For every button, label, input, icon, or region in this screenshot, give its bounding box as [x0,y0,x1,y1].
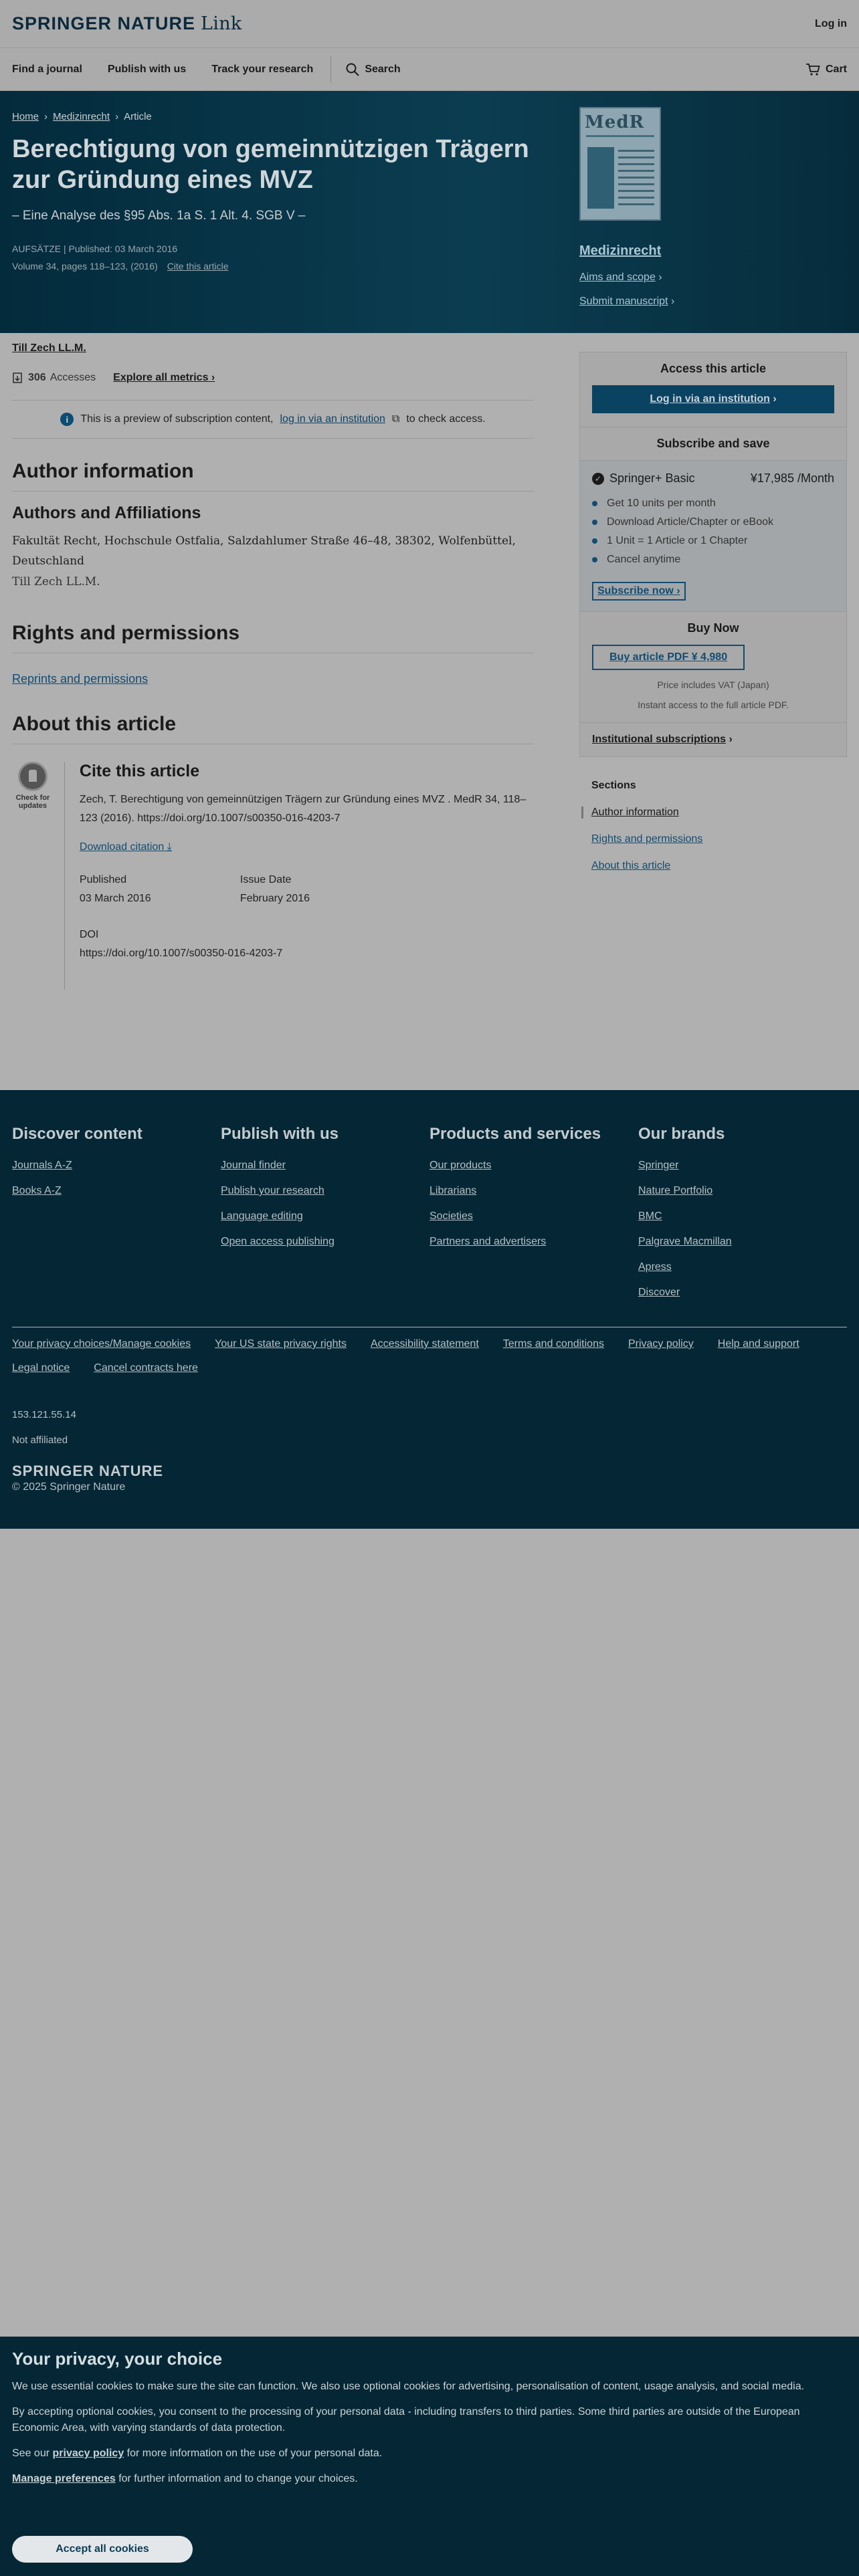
footer-link[interactable]: Journals A-Z [12,1160,72,1171]
footer-legal-link[interactable]: Privacy policy [628,1338,694,1350]
institution-login-link[interactable]: log in via an institution [280,413,385,425]
section-link-rights[interactable]: Rights and permissions [591,833,703,845]
footer-link[interactable]: Books A-Z [12,1185,62,1196]
vat-note: Price includes VAT (Japan) [657,679,769,690]
cookie-text-1: We use essential cookies to make sure the site can function. We also use optional cookies for advertising, personalisation of content, usage analysis, and social media. [12,2381,805,2392]
footer-col-publish: Publish with us Journal finder Publish your research Language editing Open access publishing [221,1125,430,1312]
buy-now-heading: Buy Now [580,611,846,645]
download-citation-link[interactable]: Download citation ⤓ [79,841,172,853]
nav-divider [330,56,331,83]
institution-login-button[interactable]: Log in via an institution › [592,385,834,413]
divider [12,438,534,439]
citation-text: Zech, T. Berechtigung von gemeinnützigen Trägern zur Gründung eines MVZ . MedR 34, 118–123 (2016). https://doi.org/10.1007/s00350-016-4203-7 [79,794,527,824]
chevron-right-icon: › [115,111,119,122]
download-metrics-icon [12,372,24,384]
section-link-author-info[interactable]: Author information [581,807,847,819]
preview-text-after: to check access. [406,413,486,425]
metrics-bar [12,372,534,384]
access-box [579,352,847,757]
breadcrumb-journal[interactable]: Medizinrecht [53,111,110,122]
plan-feature: 1 Unit = 1 Article or 1 Chapter [592,535,834,547]
footer-link[interactable]: Discover [638,1287,680,1298]
footer-link[interactable]: Journal finder [221,1160,286,1171]
affiliation-text: Fakultät Recht, Hochschule Ostfalia, Salzdahlumer Straße 46–48, 38302, Wolfenbüttel, Deutschland [12,534,516,568]
cite-body [64,762,534,990]
cite-heading: Cite this article [79,762,200,780]
buy-article-button[interactable]: Buy article PDF ¥ 4,980 [592,645,745,670]
footer-col-brands: Our brands Springer Nature Portfolio BMC Palgrave Macmillan Apress Discover [638,1125,847,1312]
top-header [0,0,859,48]
affiliation-author: Till Zech LL.M. [12,575,100,588]
search-icon [346,63,359,76]
doi-value: https://doi.org/10.1007/s00350-016-4203-7 [79,948,283,959]
check-for-updates-badge[interactable]: Check for updates [12,762,54,990]
info-icon: i [60,413,74,426]
article-volume: Volume 34, pages 118–123, (2016) [12,261,158,272]
springer-link-logo[interactable]: SPRINGER NATURE Link [12,13,242,34]
cover-stripe [586,135,654,137]
issue-date-block: Issue Date February 2016 [240,874,310,904]
chevron-right-icon: › [44,111,48,122]
arrow-right-icon: › [670,296,675,307]
access-sidebar [579,352,847,887]
footer-link[interactable]: Springer [638,1160,679,1171]
article-meta: AUFSÄTZE | Published: 03 March 2016 [12,243,178,254]
preview-notice [12,401,534,438]
footer-link[interactable]: Partners and advertisers [430,1236,547,1247]
sections-nav [579,780,847,872]
footer-link[interactable]: Societies [430,1210,473,1222]
footer-link[interactable]: Publish your research [221,1185,324,1196]
footer-copyright: © 2025 Springer Nature [12,1481,126,1493]
cover-title: MedR [585,112,645,132]
access-heading: Access this article [660,362,767,375]
affiliations-heading: Authors and Affiliations [12,504,201,522]
cookie-text-3: See our privacy policy for more information on the use of your personal data. [12,2448,383,2459]
author-info-heading: Author information [12,460,194,482]
cookie-title: Your privacy, your choice [12,2349,223,2369]
footer-brand-logo[interactable]: SPRINGER NATURE [12,1463,164,1479]
preview-text: This is a preview of subscription content, [80,413,274,425]
section-link-about[interactable]: About this article [591,860,671,871]
accept-cookies-button[interactable]: Accept all cookies [12,2536,193,2563]
footer-legal-links [0,1327,859,1386]
footer-legal-link[interactable]: Help and support [717,1338,799,1350]
search-button[interactable] [346,63,400,76]
footer-legal-link[interactable]: Accessibility statement [370,1338,479,1350]
breadcrumb-home[interactable]: Home [12,111,39,122]
plan-features [592,498,834,566]
about-heading: About this article [12,713,177,735]
article-main [12,342,534,990]
rights-heading: Rights and permissions [12,622,240,644]
article-hero [0,91,859,333]
footer-link[interactable]: Open access publishing [221,1236,335,1247]
subscribe-heading: Subscribe and save [580,427,846,460]
privacy-policy-link[interactable]: privacy policy [52,2448,124,2459]
footer-ip-info: 153.121.55.14 Not affiliated [12,1409,76,1446]
divider [12,491,534,492]
explore-metrics-link[interactable]: Explore all metrics › [113,372,215,383]
footer-link[interactable]: Language editing [221,1210,303,1222]
submit-manuscript-link[interactable]: Submit manuscript › [579,296,675,307]
breadcrumb-current: Article [124,111,152,122]
plan-name: Springer+ Basic [609,471,695,485]
search-label: Search [365,63,401,75]
footer-legal-link[interactable]: Legal notice [12,1362,70,1374]
article-title: Berechtigung von gemeinnützigen Trägern zur Gründung eines MVZ [12,135,529,194]
bookmark-icon [18,762,47,791]
external-link-icon: ⧉ [391,413,400,425]
cart-icon [805,63,820,76]
doi-block: DOI https://doi.org/10.1007/s00350-016-4203-7 [79,929,283,959]
cookie-banner [0,2337,859,2576]
find-journal-link[interactable]: Find a journal [12,63,82,75]
footer-link[interactable]: Our products [430,1160,492,1171]
accesses-label: Accesses [50,372,96,383]
breadcrumb [12,111,152,122]
author-link[interactable]: Till Zech LL.M. [12,342,86,354]
plan-feature: Cancel anytime [592,554,834,566]
subscription-plan [580,460,846,611]
footer-link[interactable]: Apress [638,1261,672,1273]
footer-col-products: Products and services Our products Librarians Societies Partners and advertisers [430,1125,638,1312]
journal-cover-image[interactable] [579,107,661,221]
footer-legal-link[interactable]: Cancel contracts here [94,1362,198,1374]
article-volume-line [12,261,229,272]
cookie-text-4: Manage preferences for further information and to change your choices. [12,2473,358,2484]
login-link[interactable]: Log in [815,17,847,29]
footer-link[interactable]: Nature Portfolio [638,1185,713,1196]
check-icon: ✓ [592,473,604,485]
cite-section [12,762,534,990]
subscribe-now-button[interactable]: Subscribe now › [592,582,686,601]
footer-legal-link[interactable]: Your US state privacy rights [215,1338,347,1350]
footer-link[interactable]: BMC [638,1210,662,1222]
aims-scope-link[interactable]: Aims and scope › [579,272,662,283]
footer-link[interactable]: Librarians [430,1185,477,1196]
footer-link[interactable]: Palgrave Macmillan [638,1236,732,1247]
institutional-subscriptions-link[interactable]: Institutional subscriptions › [580,722,846,756]
plan-feature: Get 10 units per month [592,498,834,510]
cite-article-link[interactable]: Cite this article [167,261,229,272]
plan-price: ¥17,985 /Month [750,471,834,485]
article-subtitle: – Eine Analyse des §95 Abs. 1a S. 1 Alt. 4. SGB V – [12,209,306,223]
track-research-link[interactable]: Track your research [211,63,314,75]
footer-legal-link[interactable]: Your privacy choices/Manage cookies [12,1338,191,1350]
instant-access-note: Instant access to the full article PDF. [638,700,789,710]
publication-dates [80,871,534,908]
cover-block [587,147,614,209]
journal-name-link[interactable]: Medizinrecht [579,243,662,258]
cart-button[interactable] [805,63,847,76]
published-block: Published 03 March 2016 [79,874,151,904]
sections-title: Sections [591,780,636,791]
cookie-text-2: By accepting optional cookies, you consent to the processing of your personal data - including transfers to third parties. Some third parties are outside of the European Economic Area, with varying standards of data protection. [12,2406,800,2434]
cover-lines [618,150,654,210]
manage-preferences-link[interactable]: Manage preferences [12,2473,116,2484]
arrow-right-icon: › [658,272,662,283]
site-footer [0,1090,859,1529]
cart-label: Cart [825,63,847,75]
reprints-link[interactable]: Reprints and permissions [12,672,149,685]
main-nav [0,48,859,91]
publish-link[interactable]: Publish with us [107,63,187,75]
accesses-count: 306 [28,372,46,383]
plan-feature: Download Article/Chapter or eBook [592,516,834,528]
footer-legal-link[interactable]: Terms and conditions [502,1338,604,1350]
footer-col-discover: Discover content Journals A-Z Books A-Z [12,1125,221,1312]
